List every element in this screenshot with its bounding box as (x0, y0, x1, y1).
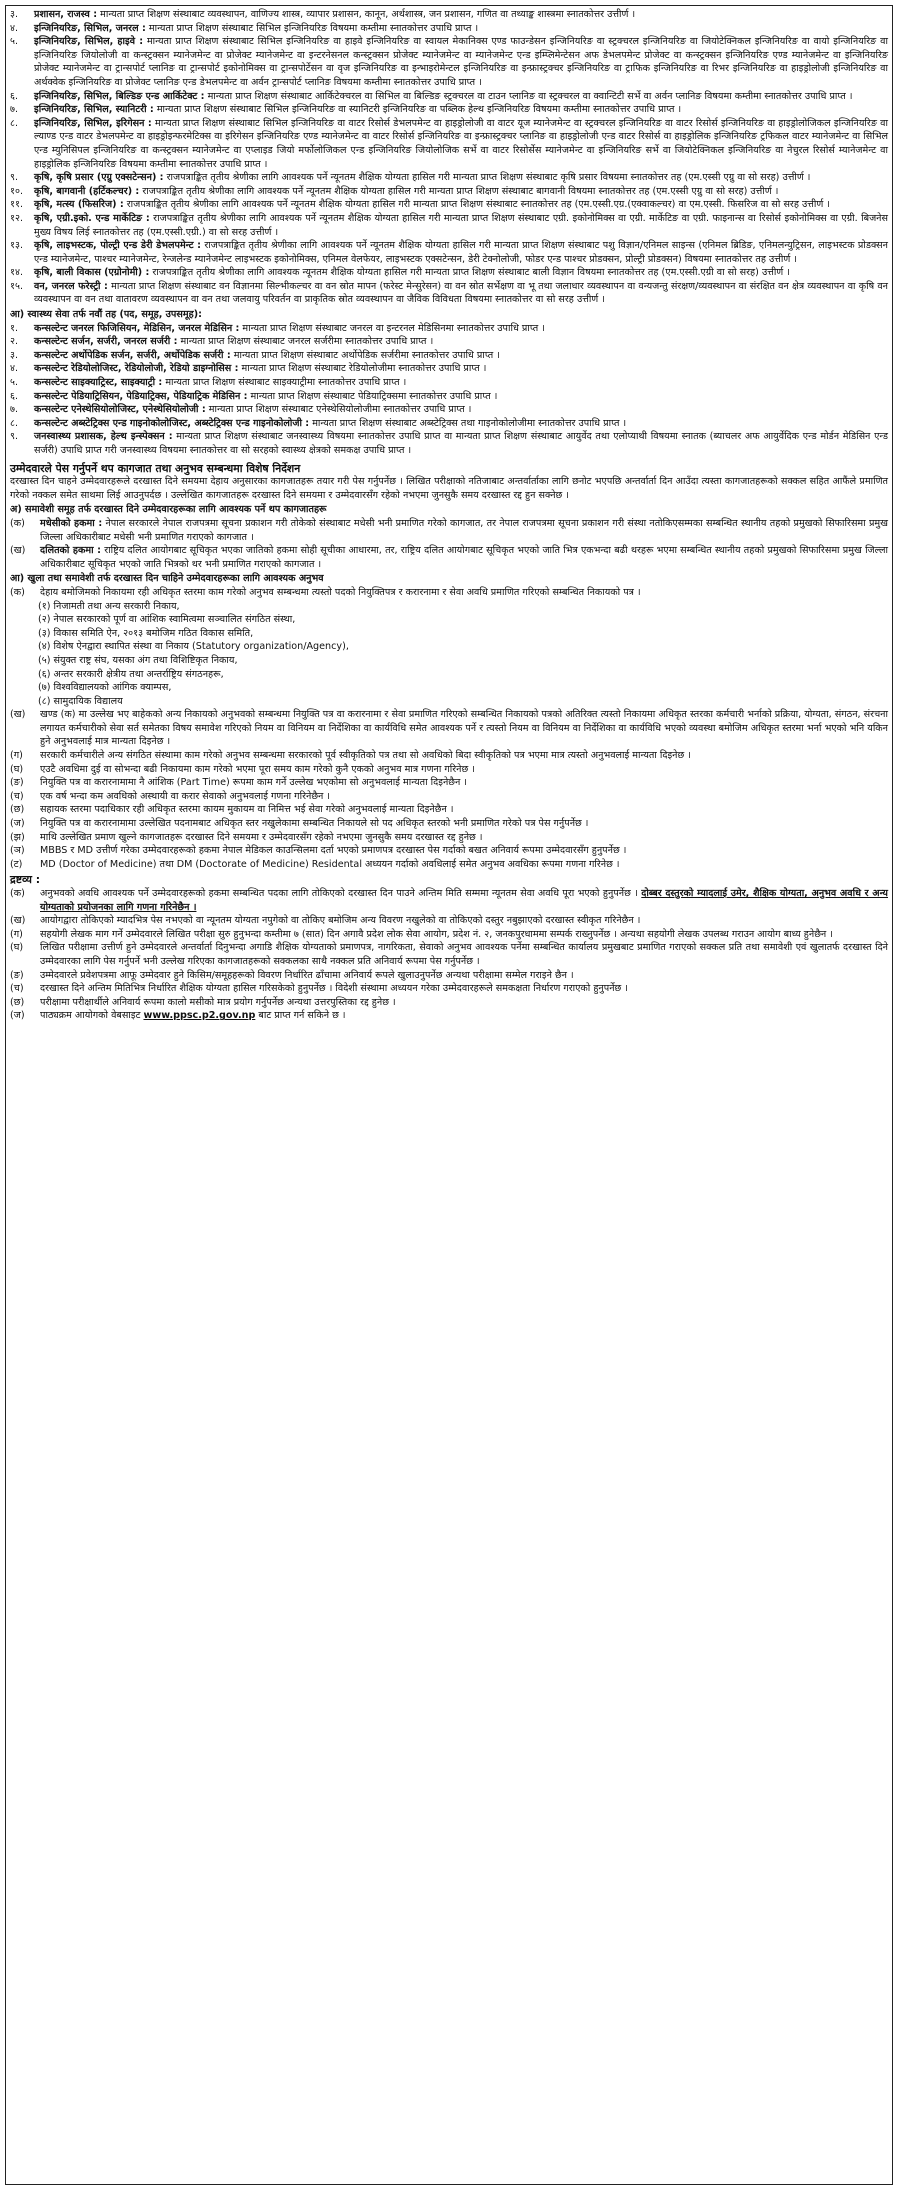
item-body: नियुक्ति पत्र वा करारनामामा नै आंशिक (Part Time) रूपमा काम गर्ने उल्लेख भएकोमा सो अनुभवलाई मान्यता दिइनेछैन । (40, 777, 468, 789)
item-heading: जनस्वास्थ्य प्रशासक, हेल्थ इन्स्पेक्सन : (34, 431, 173, 443)
item-body: नियुक्ति पत्र वा करारनामामा उल्लेखित पदनामबाट अधिकृत स्तर नखुलेकामा सम्बन्धित निकायले सो पद अधिकृत स्तरको भनी प्रमाणित गरेको पत्र पेस गर्नुपर्नेछ । (40, 818, 589, 830)
item-text (34, 22, 888, 36)
list-item (10, 803, 888, 817)
item-heading: मधेसीको हकमा : (40, 517, 103, 529)
list-item (10, 90, 888, 104)
item-number: ५. (10, 377, 19, 389)
item-body: मान्यता प्राप्त शिक्षण संस्थाबाट सिभिल इन्जिनियरिङ वा हाइवे इन्जिनियरिङ वा स्वायल मेकानिक्स एण्ड फाउन्डेसन इन्जिनियरिङ वा स्ट्रक्चरल इन्जिनियरिङ वा जियोटेक्निकल इन्जिनियरिङ वा वायो इन्जिनियरिङ वा इन्जिनियरिङ जियोलोजी वा कन्स्ट्रक्सन म्यानेजमेन्ट वा प्रोजेक्ट म्यानेजमेन्ट वा इन्टरनेसनल कन्स्ट्रक्सन प्रोजेक्ट म्यानेजमेन्ट वा म्यानेजमेन्ट एन्ड इम्प्लिमेन्टेसन अफ डेभलपमेन्ट प्रोजेक्ट वा कन्स्ट्रक्सन इन्जिनियरिङ एण्ड म्यानेजमेन्ट वा इन्जिनियरिङ प्रोजेक्ट म्यानेजमेन्ट वा ट्रान्सपोर्ट प्लानिङ वा ट्रान्सपोर्ट इकोनोमिक्स वा ट्रान्सपोर्टेसन वा वृज इन्जिनियरिङ वा इन्भाइरोमेन्टल इन्जिनियरिङ वा इन्फ्रास्ट्रक्चर इन्जिनियरिङ वा ट्राफिक इन्जिनियरिङ वा रिभर इन्जिनियरिङ वा हाइड्रोलोजी इन्जिनियरिङ वा अर्थक्वेक इन्जिनियरिङ वा प्रोजेक्ट प्लानिङ एन्ड डेभलपमेन्ट वा अर्वन ट्रान्सपोर्ट प्लानिङ विषयमा कम्तीमा स्नातकोत्तर उपाधि प्राप्त । (34, 36, 888, 88)
item-heading: कन्सल्टेन्ट रेडियोलोजिस्ट, रेडियोलोजी, रेडियो डाइग्नोसिस : (34, 363, 239, 375)
item-number: ५. (10, 36, 19, 48)
list-item (10, 887, 888, 914)
item-body: मान्यता प्राप्त शिक्षण संस्थाबाट आर्किटेक्चरल वा सिभिल वा बिल्डिङ स्ट्रक्चरल वा टाउन प्लानिङ वा स्ट्रक्चरल वा क्वान्टिटी सर्भे वा अर्वन प्लानिङ विषयमा कम्तीमा स्नातकोत्तर उपाधि प्राप्त । (207, 90, 853, 102)
list-item (10, 376, 888, 390)
item-heading: कृषि, मत्स्य (फिसरिज) : (34, 199, 124, 211)
item-text (40, 831, 888, 845)
item-body: एक वर्ष भन्दा कम अवधिको अस्थायी वा करार सेवाको अनुभवलाई गणना गरिनेछैन । (40, 790, 331, 802)
item-number: (क) (10, 517, 25, 529)
item-number: ६. (10, 390, 19, 402)
item-body: मान्यता प्राप्त शिक्षण संस्थाबाट सिभिल इन्जिनियरिङ विषयमा कम्तीमा स्नातकोत्तर उपाधि प्राप्त । (148, 22, 479, 34)
organization-list-item: (८) सामुदायिक विद्यालय (38, 695, 123, 707)
item-body: अनुभवको अवधि आवश्यक पर्ने उम्मेदवारहरूको हकमा सम्बन्धित पदका लागि तोकिएको दरखास्त दिन पाउने अन्तिम मिति सम्ममा न्यूनतम सेवा अवधि पूरा भएको हुनुपर्नेछ । (40, 888, 638, 899)
item-heading: कृषि, लाइभस्टक, पोल्ट्री एन्ड डेरी डेभलपमेन्ट : (34, 240, 202, 252)
item-body: माथि उल्लेखित प्रमाण खुल्ने कागजातहरू दरखास्त दिने समयमा र उम्मेदवारसँग रहेको नभएमा जुनसुकै समय दरखास्त रद्द हुनेछ । (40, 831, 483, 843)
item-body: राजपत्राङ्कित तृतीय श्रेणीका लागि आवश्यक पर्ने न्यूनतम शैक्षिक योग्यता हासिल गरी मान्यता प्राप्त शिक्षण संस्थाबाट स्नातकोत्तर तह (एम.एस्सी.एग्र.(एक्वाकल्चर) वा एम.एस्सी. फिसरिज वा सो सरह उत्तीर्ण । (126, 199, 830, 211)
list-item (10, 982, 888, 996)
list-item (10, 708, 888, 749)
item-body: मान्यता प्राप्त शिक्षण संस्थाबाट वन विज्ञानमा सिल्भीकल्चर वा वन स्रोत मापन (फरेस्ट मेन्सुरेसन) वा वन स्रोत सर्भेक्षण वा भू तथा जलाधार व्यवस्थापन वा वन्यजन्तु संरक्षण/व्यवस्थापन वा संरक्षित वन क्षेत्र व्यवस्थापन वा कृषि वन व्यवस्थापन वा वन तथा वातावरण व्यवस्थापन वा वन तथा जलवायु परिवर्तन वा प्राकृतिक स्रोत व्यवस्थापन वा जैविक विविधता विषयमा स्नातकोत्तर वा सो सरह उत्तीर्ण । (34, 280, 888, 306)
item-body: राजपत्राङ्कित तृतीय श्रेणीका लागि आवश्यक पर्ने न्यूनतम शैक्षिक योग्यता हासिल गरी मान्यता प्राप्त शिक्षण संस्थाबाट एग्री. इकोनोमिक्स वा एग्री. मार्केटिङ वा एग्री. फाइनान्स वा रिसोर्स इकोनोमिक्स वा एग्री. बिजनेस मुख्य विषय लिई स्नातकोत्तर तह (एम.एस्सी.एग्री.) वा सो सरह उत्तीर्ण । (34, 212, 888, 238)
item-body: परीक्षामा परीक्षार्थीले अनिवार्य रूपमा कालो मसीको मात्र प्रयोग गर्नुपर्नेछ अन्यथा उत्तरपुस्तिका रद्द हुनेछ । (40, 996, 396, 1008)
item-heading: इन्जिनियरिङ, सिभिल, स्यानिटरी : (34, 104, 154, 116)
notice-content (10, 8, 888, 1023)
item-number: (ङ) (10, 777, 24, 789)
item-text (34, 212, 888, 239)
list-item (10, 817, 888, 831)
item-emphasis: www.ppsc.p2.gov.np (143, 1010, 256, 1022)
item-body: मान्यता प्राप्त शिक्षण संस्थाबाट पेडियाट्रिक्समा स्नातकोत्तर उपाधि प्राप्त । (250, 390, 498, 402)
item-body: मान्यता प्राप्त शिक्षण संस्थाबाट व्यवस्थापन, वाणिज्य शास्त्र, व्यापार प्रशासन, कानून, अर्थशास्त्र, जन प्रशासन, गणित वा तथ्याङ्क शास्त्रमा स्नातकोत्तर उत्तीर्ण । (100, 9, 636, 20)
item-body: नेपाल सरकारले नेपाल राजपत्रमा सूचना प्रकाशन गरी तोकेको संस्थाबाट मधेसी भनी प्रमाणित गरेको कागजात, तर नेपाल राजपत्रमा सूचना प्रकाशन गरी संस्था नतोकिएसम्मका सम्बन्धित स्थानीय तहको प्रमुखको सिफारिसमा प्रमुख जिल्ला अधिकारीबाट मधेसी भनी प्रमाणित गराएको कागजात । (40, 517, 888, 543)
item-body: पाठ्यक्रम आयोगको वेबसाइट (40, 1010, 141, 1022)
item-text (34, 171, 888, 185)
item-text (40, 708, 888, 749)
item-heading: कन्सल्टेन्ट अब्स्टेट्रिक्स एन्ड गाइनोकोलोजिस्ट, अब्स्टेट्रिक्स एन्ड गाइनोकोलोजी : (34, 417, 310, 429)
item-text (34, 349, 888, 363)
item-heading: कन्सल्टेन्ट सर्जन, सर्जरी, जनरल सर्जरी : (34, 336, 178, 348)
item-text (34, 376, 888, 390)
item-body: मान्यता प्राप्त शिक्षण संस्थाबाट सिभिल इन्जिनियरिङ वा वाटर रिसोर्स डेभलपमेन्ट वा हाइड्रोलोजी वा वाटर यूज म्यानेजमेन्ट वा स्ट्रक्चरल इन्जिनियरिङ वा वाटर रिसोर्स इन्जिनियरिङ वा हाइड्रोलोजिकल इन्जिनियरिङ वा ल्याण्ड एन्ड वाटर डेभलपमेन्ट वा हाइड्रोइन्फरमेटिक्स वा इरिगेसन इन्जिनियरिङ एण्ड म्यानेजमेन्ट वा वाटर रिसोर्स इन्जिनियरिङ वा इन्फ्रास्ट्रक्चर प्लानिङ वा हाइड्रोलोजी एन्ड वाटर रिसोर्स वा हाइड्रोलिक इन्जिनियरिङ ट्रफिकल वाटर म्यानेजमेन्ट वा सिभिल एन्ड म्युनिसिपल इन्जिनियरिङ वा कन्स्ट्रक्सन म्यानेजमेन्ट वा एप्लाइड जियो मर्फोलोजिकल एन्ड इन्जिनियरिङ जियोलोजिक सर्भे वा वाटर रिसोर्सेस म्यानेजमेन्ट वा इन्जिनियरिङ सर्भे वा जियोटेक्निकल इन्जिनियरिङ वा नेचुरल रिसोर्स म्यानेजमेन्ट वा हाइड्रोलिक इन्जिनियरिङ विषयमा कम्तीमा स्नातकोत्तर उपाधि प्राप्त । (34, 117, 888, 170)
organization-list-item: (५) संयुक्त राष्ट्र संघ, यसका अंग तथा विशिष्टिकृत निकाय, (38, 654, 238, 666)
list-item (10, 185, 888, 199)
inclusive-docs-heading: अ) समावेशी समूह तर्फ दरखास्त दिने उम्मेदवारहरूका लागि आवश्यक पर्ने थप कागजातहरू (10, 504, 327, 516)
list-item (10, 430, 888, 457)
notes-title: द्रष्टव्य : (10, 873, 41, 887)
item-number: ४. (10, 22, 19, 34)
organization-list-item: (६) अन्तर सरकारी क्षेत्रीय तथा अन्तर्राष्ट्रिय संगठनहरू, (38, 668, 224, 680)
item-text (34, 8, 888, 22)
list-item (10, 171, 888, 185)
item-text (34, 35, 888, 89)
list-item (10, 996, 888, 1010)
item-heading: कन्सल्टेन्ट जनरल फिजिसियन, मेडिसिन, जनरल मेडिसिन : (34, 322, 240, 334)
item-number: २. (10, 336, 19, 348)
organization-list-item: (३) विकास समिति ऐन, २०१३ बमोजिम गठित विकास समिति, (38, 627, 254, 639)
item-text (34, 390, 888, 404)
item-number: (ञ) (10, 845, 25, 857)
item-text (34, 280, 888, 307)
item-body: मान्यता प्राप्त शिक्षण संस्थाबाट रेडियोलोजीमा स्नातकोत्तर उपाधि प्राप्त । (241, 363, 487, 375)
item-text (40, 928, 888, 942)
item-body: दरखास्त दिने अन्तिम मितिभित्र निर्धारित शैक्षिक योग्यता हासिल गरिसकेको हुनुपर्नेछ । विदेशी संस्थामा अध्ययन गरेका उम्मेदवारहरूले समकक्षता निर्धारण गराएको हुनुपर्नेछ । (40, 983, 628, 995)
item-number: (क) (10, 586, 25, 598)
item-heading: इन्जिनियरिङ, सिभिल, हाइवे : (34, 36, 144, 48)
item-text: देहाय बमोजिमको निकायमा रही अधिकृत स्तरमा काम गरेको अनुभव सम्बन्धमा त्यस्तो पदको नियुक्तिपत्र र करारनामा र सेवा अवधि प्रमाणित गरिएको सम्बन्धित निकायको पत्र । (40, 586, 641, 598)
item-body: मान्यता प्राप्त शिक्षण संस्थाबाट एनेस्थेसियोलोजीमा स्नातकोत्तर उपाधि प्राप्त । (208, 404, 472, 416)
item-text (40, 1009, 888, 1023)
item-number: ७. (10, 404, 19, 416)
item-number: (घ) (10, 763, 24, 775)
item-text (40, 982, 888, 996)
item-body: मान्यता प्राप्त शिक्षण संस्थाबाट जनस्वास्थ्य विषयमा स्नातकोत्तर उपाधि प्राप्त वा मान्यता प्राप्त शिक्षण संस्थाबाट आयुर्वेद तथा एलोप्याथी विषयमा स्नातक (ब्याचलर अफ आयुर्वेदिक एन्ड मोर्डन मेडिसिन एन्ड सर्जरी) उपाधि प्राप्त गरी जनस्वास्थ्य विषयमा स्नातकोत्तर वा सो सरहको स्वास्थ्य क्षेत्रको समकक्ष उपाधि प्राप्त । (34, 431, 888, 456)
list-item (10, 212, 888, 239)
item-heading: कन्सल्टेन्ट अर्थोपेडिक सर्जन, सर्जरी, अर्थोपेडिक सर्जरी : (34, 349, 231, 361)
item-text (34, 117, 888, 171)
item-number: ७. (10, 104, 19, 116)
item-number: (ग) (10, 750, 23, 762)
item-heading: इन्जिनियरिङ, सिभिल, जनरल : (34, 22, 146, 34)
item-number: (झ) (10, 831, 25, 843)
item-body-tail: बाट प्राप्त गर्न सकिने छ । (258, 1010, 346, 1022)
item-heading: इन्जिनियरिङ, सिभिल, इरिगेसन : (34, 117, 152, 129)
item-number: ६. (10, 90, 19, 102)
organization-list-item: (२) नेपाल सरकारको पूर्ण वा आंशिक स्वामित्वमा सञ्चालित संगठित संस्था, (38, 614, 296, 626)
item-body: मान्यता प्राप्त शिक्षण संस्थाबाट अर्थोपेडिक सर्जरीमा स्नातकोत्तर उपाधि प्राप्त । (233, 349, 500, 361)
list-item (10, 844, 888, 858)
experience-heading: आ) खुला तथा समावेशी तर्फ दरखास्त दिन चाहिने उम्मेदवारहरूका लागि आवश्यक अनुभव (10, 573, 324, 585)
item-number: ४. (10, 363, 19, 375)
item-number: (ट) (10, 858, 23, 870)
item-number: ८. (10, 417, 19, 429)
list-item (10, 362, 888, 376)
list-item (10, 322, 888, 336)
item-text (40, 996, 888, 1010)
list-item (10, 914, 888, 928)
item-heading: कृषि, एग्री.इको. एन्ड मार्केटिङ : (34, 212, 150, 224)
item-body: MBBS र MD उत्तीर्ण गरेका उम्मेदवारहरूको हकमा नेपाल मेडिकल काउन्सिलमा दर्ता भएको प्रमाणपत्र दरखास्त पेस गर्दाको बखत अनिवार्य रूपमा उम्मेदवारसँग हुनुपर्नेछ । (40, 845, 627, 857)
item-number: (क) (10, 888, 25, 899)
organization-list-item: (४) विशेष ऐनद्वारा स्थापित संस्था वा निकाय (Statutory organization/Agency), (38, 641, 349, 653)
spacer (10, 458, 888, 460)
item-text (40, 914, 888, 928)
list-item (10, 831, 888, 845)
item-body: आयोगद्वारा तोकिएको म्यादभित्र पेस नभएको वा न्यूनतम योग्यता नपुगेको वा तोकिए बमोजिम अन्य विवरण नखुलेको वा तोकिएको दस्तुर नबुझाएको दरखास्त स्वीकृत गरिनेछैन । (40, 915, 641, 927)
list-item (10, 858, 888, 872)
list-item (10, 403, 888, 417)
list-item (10, 517, 888, 544)
list-item (10, 22, 888, 36)
item-text (40, 941, 888, 968)
item-body: खण्ड (क) मा उल्लेख भए बाहेकको अन्य निकायको अनुभवको सम्बन्धमा नियुक्ति पत्र वा करारनामा र सेवा प्रमाणित गरिएको सम्बन्धित निकायको पत्रको अतिरिक्त त्यस्तो निकायमा अधिकृत स्तरका कर्मचारी भर्नाको प्रक्रिया, योग्यता, संगठन, संरचना लगायत कर्मचारीको सेवा सर्त समेतका विषय समावेश गरिएको नियम वा विनियम वा निर्देशिका वा कार्यविधि समेत आवश्यक पर्ने र त्यस्तो नियम वा विनियम वा निर्देशिका वा कार्यविधि भएको व्यवस्था बमोजिम अधिकृत स्तरमा भर्ना भएको भनि यकिन हुने अनुभवलाई मात्र मान्यता दिइनेछ । (40, 709, 888, 748)
item-heading: कन्सल्टेन्ट साइक्याट्रिस्ट, साइक्याट्री : (34, 377, 163, 389)
item-number: ९. (10, 172, 19, 184)
list-item (10, 349, 888, 363)
item-heading: इन्जिनियरिङ, सिभिल, बिल्डिङ एन्ड आर्किटेक्ट : (34, 90, 205, 102)
item-text (40, 544, 888, 571)
item-heading: वन, जनरल फरेस्ट्री : (34, 280, 108, 292)
list-item (10, 544, 888, 571)
item-number: ११. (10, 199, 24, 211)
item-body: मान्यता प्राप्त शिक्षण संस्थाबाट साइक्याट्रीमा स्नातकोत्तर उपाधि प्राप्त । (165, 377, 407, 389)
item-number: ९. (10, 431, 19, 443)
item-number: १०. (10, 185, 24, 197)
item-number: १५. (10, 280, 24, 292)
item-number: (ज) (10, 818, 25, 830)
item-number: (छ) (10, 996, 25, 1008)
item-text (40, 763, 888, 777)
item-number: (ख) (10, 545, 26, 557)
documents-intro: दरखास्त दिन चाहने उम्मेदवारहरूले दरखास्त दिने समयमा देहाय अनुसारका कागजातहरू तयार गरी पेस गर्नुपर्नेछ । लिखित परीक्षाको नतिजाबाट अन्तर्वार्ताका लागि छनोट भएपछि अन्तर्वार्ता दिन आउँदा त्यस्ता कागजातहरूको सक्कल सहित आफैंले प्रमाणित गरेको नक्कल समेत साथमा लिई आउनुपर्दछ । उल्लेखित कागजातहरू दरखास्त दिने समयमा र उम्मेदवारसँग रहेको नभएमा जुनसुकै समय दरखास्त रद्द हुन सक्नेछ । (10, 476, 888, 501)
item-text (40, 749, 888, 763)
item-number: १४. (10, 267, 24, 279)
list-item (10, 266, 888, 280)
item-number: (ख) (10, 709, 26, 721)
item-number: (ज) (10, 1010, 25, 1022)
list-item (10, 586, 888, 600)
item-body: एउटै अवधिमा दुई वा सोभन्दा बढी निकायमा काम गरेको भएमा पूरा समय काम गरेको कुनै एकको अनुभव मात्र गणना गरिनेछ । (40, 763, 475, 775)
item-number: (च) (10, 790, 24, 802)
item-number: (घ) (10, 942, 24, 954)
item-body: राष्ट्रिय दलित आयोगबाट सूचिकृत भएका जातिको हकमा सोही सूचीका आधारमा, तर, राष्ट्रिय दलित आयोगबाट सूचिकृत भएको जाति भित्र एकभन्दा बढी थरहरू भएमा सम्बन्धित स्थानीय तहको प्रमुखको सिफारिसमा प्रमुख जिल्ला अधिकारीबाट सूचिकृत भएको जाति भित्रको थर भनी प्रमाणित गराएको कागजात । (40, 545, 888, 570)
list-item (10, 928, 888, 942)
list-item (10, 969, 888, 983)
item-number: ३. (10, 9, 19, 20)
list-item (10, 417, 888, 431)
list-item (10, 790, 888, 804)
item-text (40, 887, 888, 914)
item-text (34, 403, 888, 417)
list-item (10, 280, 888, 307)
list-item (10, 198, 888, 212)
item-text (34, 198, 888, 212)
item-body: सहायक स्तरमा पदाधिकार रही अधिकृत स्तरमा कायम मुकायम वा निमित्त भई सेवा गरेको अनुभवलाई मान्यता दिइनेछैन । (40, 804, 454, 816)
item-heading: कन्सल्टेन्ट एनेस्थेसियोलोजिस्ट, एनेस्थेसियोलोजी : (34, 404, 206, 416)
item-heading: दलितको हकमा : (40, 545, 101, 557)
item-text (40, 858, 888, 872)
item-text (34, 430, 888, 457)
list-item (10, 776, 888, 790)
item-text (34, 322, 888, 336)
item-body: मान्यता प्राप्त शिक्षण संस्थाबाट अब्स्टेट्रिक्स तथा गाइनोकोलोजीमा स्नातकोत्तर उपाधि प्राप्त । (312, 417, 627, 429)
item-text (40, 844, 888, 858)
item-text (40, 969, 888, 983)
item-text (34, 362, 888, 376)
item-number: १३. (10, 240, 24, 252)
list-item (10, 749, 888, 763)
list-item (10, 8, 888, 22)
item-heading: कन्सल्टेन्ट पेडियाट्रिसियन, पेडियाट्रिक्स, पेडियाट्रिक मेडिसिन : (34, 390, 248, 402)
organization-list-item: (७) विश्वविद्यालयको आंगिक क्याम्पस, (38, 682, 172, 694)
list-item (10, 35, 888, 89)
item-number: (च) (10, 983, 24, 995)
item-text (34, 239, 888, 266)
item-text (34, 335, 888, 349)
item-number: १. (10, 322, 19, 334)
organization-list-item: (१) निजामती तथा अन्य सरकारी निकाय, (38, 600, 180, 612)
item-heading: कृषि, बागवानी (हर्टिकल्चर) : (34, 185, 140, 197)
health-services-heading: आ) स्वास्थ्य सेवा तर्फ नवौं तह (पद, समूह, उपसमूह): (10, 309, 202, 321)
item-text (34, 417, 888, 431)
item-text (40, 776, 888, 790)
item-number: (ङ) (10, 969, 24, 981)
list-item (10, 941, 888, 968)
item-number: ८. (10, 117, 19, 129)
item-body: राजपत्राङ्कित तृतीय श्रेणीका लागि आवश्यक पर्ने न्यूनतम शैक्षिक योग्यता हासिल गरी मान्यता प्राप्त शिक्षण संस्थाबाट बागवानी विषयमा स्नातकोत्तर तह (एम.एस्सी एग्रु वा सो सरह) उत्तीर्ण । (142, 185, 779, 197)
item-text (40, 803, 888, 817)
list-item (10, 117, 888, 171)
item-body: लिखित परीक्षामा उत्तीर्ण हुने उम्मेदवारले अन्तर्वार्ता दिनुभन्दा अगाडि शैक्षिक योग्यताको प्रमाणपत्र, नागरिकता, सेवाको अनुभव आवश्यक पर्नेमा सम्बन्धित कार्यालय प्रमुखबाट प्रमाणित गराएको सक्कल प्रति तथा समावेशी एवं खुलातर्फ दरखास्त दिने उम्मेदवारका लागि पेस गर्नुपर्ने भनी उल्लेख गरिएका कागजातहरूको सक्कलका साथै नक्कल प्रति अनिवार्य रूपमा पेस गर्नुपर्नेछ । (40, 942, 888, 967)
list-item (10, 390, 888, 404)
list-item (10, 335, 888, 349)
item-body: सरकारी कर्मचारीले अन्य संगठित संस्थामा काम गरेको अनुभव सम्बन्धमा सरकारको पूर्व स्वीकृतिको पत्र तथा सो अवधिको बिदा स्वीकृतिको पत्र भएमा मात्र त्यस्तो अनुभवलाई मान्यता दिइनेछ । (40, 750, 691, 762)
item-number: (छ) (10, 804, 25, 816)
item-text (34, 103, 888, 117)
list-item (10, 239, 888, 266)
documents-section-title: उम्मेदवारले पेस गर्नुपर्ने थप कागजात तथा अनुभव सम्बन्धमा विशेष निर्देशन (10, 461, 301, 475)
item-body: मान्यता प्राप्त शिक्षण संस्थाबाट सिभिल इन्जिनियरिङ वा स्यानिटरी इन्जिनियरिङ वा पब्लिक हेल्थ इन्जिनियरिङ विषयमा कम्तीमा स्नातकोत्तर उपाधि प्राप्त । (156, 104, 682, 116)
list-item (10, 1009, 888, 1023)
item-body: मान्यता प्राप्त शिक्षण संस्थाबाट जनरल सर्जरीमा स्नातकोत्तर उपाधि प्राप्त । (180, 336, 434, 348)
item-text (34, 185, 888, 199)
item-number: ३. (10, 349, 19, 361)
item-body: राजपत्राङ्कित तृतीय श्रेणीका लागि आवश्यक पर्ने न्यूनतम शैक्षिक योग्यता हासिल गरी मान्यता प्राप्त शिक्षण संस्थाबाट कृषि प्रसार विषयमा स्नातकोत्तर तह (एम.एस्सी एग्रु वा सो सरह) उत्तीर्ण । (166, 172, 811, 184)
item-text (34, 90, 888, 104)
list-item (10, 763, 888, 777)
item-text (34, 266, 888, 280)
item-emphasis: दोब्बर दस्तुरको म्यादलाई उमेर, शैक्षिक योग्यता, अनुभव अवधि र अन्य योग्यताको प्रयोजनका लागि गणना गरिनेछैन । (40, 888, 888, 913)
item-body: राजपत्राङ्कित तृतीय श्रेणीका लागि आवश्यक पर्ने न्यूनतम शैक्षिक योग्यता हासिल गरी मान्यता प्राप्त शिक्षण संस्थाबाट पशु विज्ञान/एनिमल साइन्स (एनिमल ब्रिडिङ, एनिमलन्युट्रिसन, लाइभस्टक प्रोडक्सन एन्ड म्यानेजमेन्ट, पाश्चर म्यानेजमेन्ट, रेन्जलेन्ड म्यानेजमेन्ट लाइभस्टक इकोनोमिक्स, एनिमल वेलफेयर, लाइभस्टक एक्सटेन्सन, डेरी टेक्नोलोजी, फोडर एन्ड पाश्चर प्रोडक्सन, प्रोल्ट्री प्रोडक्सन) विषयमा स्नातकोत्तर तह उत्तीर्ण । (34, 240, 888, 265)
item-body: सहयोगी लेखक माग गर्ने उम्मेदवारले लिखित परीक्षा सुरु हुनुभन्दा कम्तीमा ७ (सात) दिन अगावै प्रदेश लोक सेवा आयोग, प्रदेश नं. २, जनकपुरधाममा सम्पर्क राख्नुपर्नेछ । अन्यथा सहयोगी लेखक उपलब्ध गराउन आयोग बाध्य हुनेछैन । (40, 928, 833, 940)
item-text (40, 817, 888, 831)
item-number: (ख) (10, 915, 26, 927)
item-heading: कृषि, बाली विकास (एग्रोनोमी) : (34, 267, 150, 279)
item-body: राजपत्राङ्कित तृतीय श्रेणीका लागि आवश्यक न्यूनतम शैक्षिक योग्यता हासिल गरी मान्यता प्राप्त शिक्षण संस्थाबाट बाली विज्ञान विषयमा स्नातकोत्तर तह (एम.एस्सी.एग्री वा सो सरह) उत्तीर्ण । (152, 267, 790, 279)
item-body: उम्मेदवारले प्रवेशपत्रमा आफू उम्मेदवार हुने किसिम/समूहहरूको विवरण निर्धारित ढाँचामा अनिवार्य रूपले खुलाउनुपर्नेछ अन्यथा परीक्षामा सम्मेल गराइने छैन । (40, 969, 574, 981)
item-body: MD (Doctor of Medicine) तथा DM (Doctorate of Medicine) Residental अध्ययन गर्दाको अवधिलाई समेत अनुभव अवधिका रूपमा गणना गरिनेछ । (40, 858, 620, 870)
item-number: (ग) (10, 928, 23, 940)
item-heading: कृषि, कृषि प्रसार (एग्रु एक्सटेन्सन) : (34, 172, 164, 184)
list-item (10, 103, 888, 117)
item-body: मान्यता प्राप्त शिक्षण संस्थाबाट जनरल वा इन्टरनल मेडिसिनमा स्नातकोत्तर उपाधि प्राप्त । (242, 322, 545, 334)
item-text (40, 790, 888, 804)
item-text (40, 517, 888, 544)
item-heading: प्रशासन, राजस्व : (34, 9, 98, 20)
item-number: १२. (10, 212, 24, 224)
